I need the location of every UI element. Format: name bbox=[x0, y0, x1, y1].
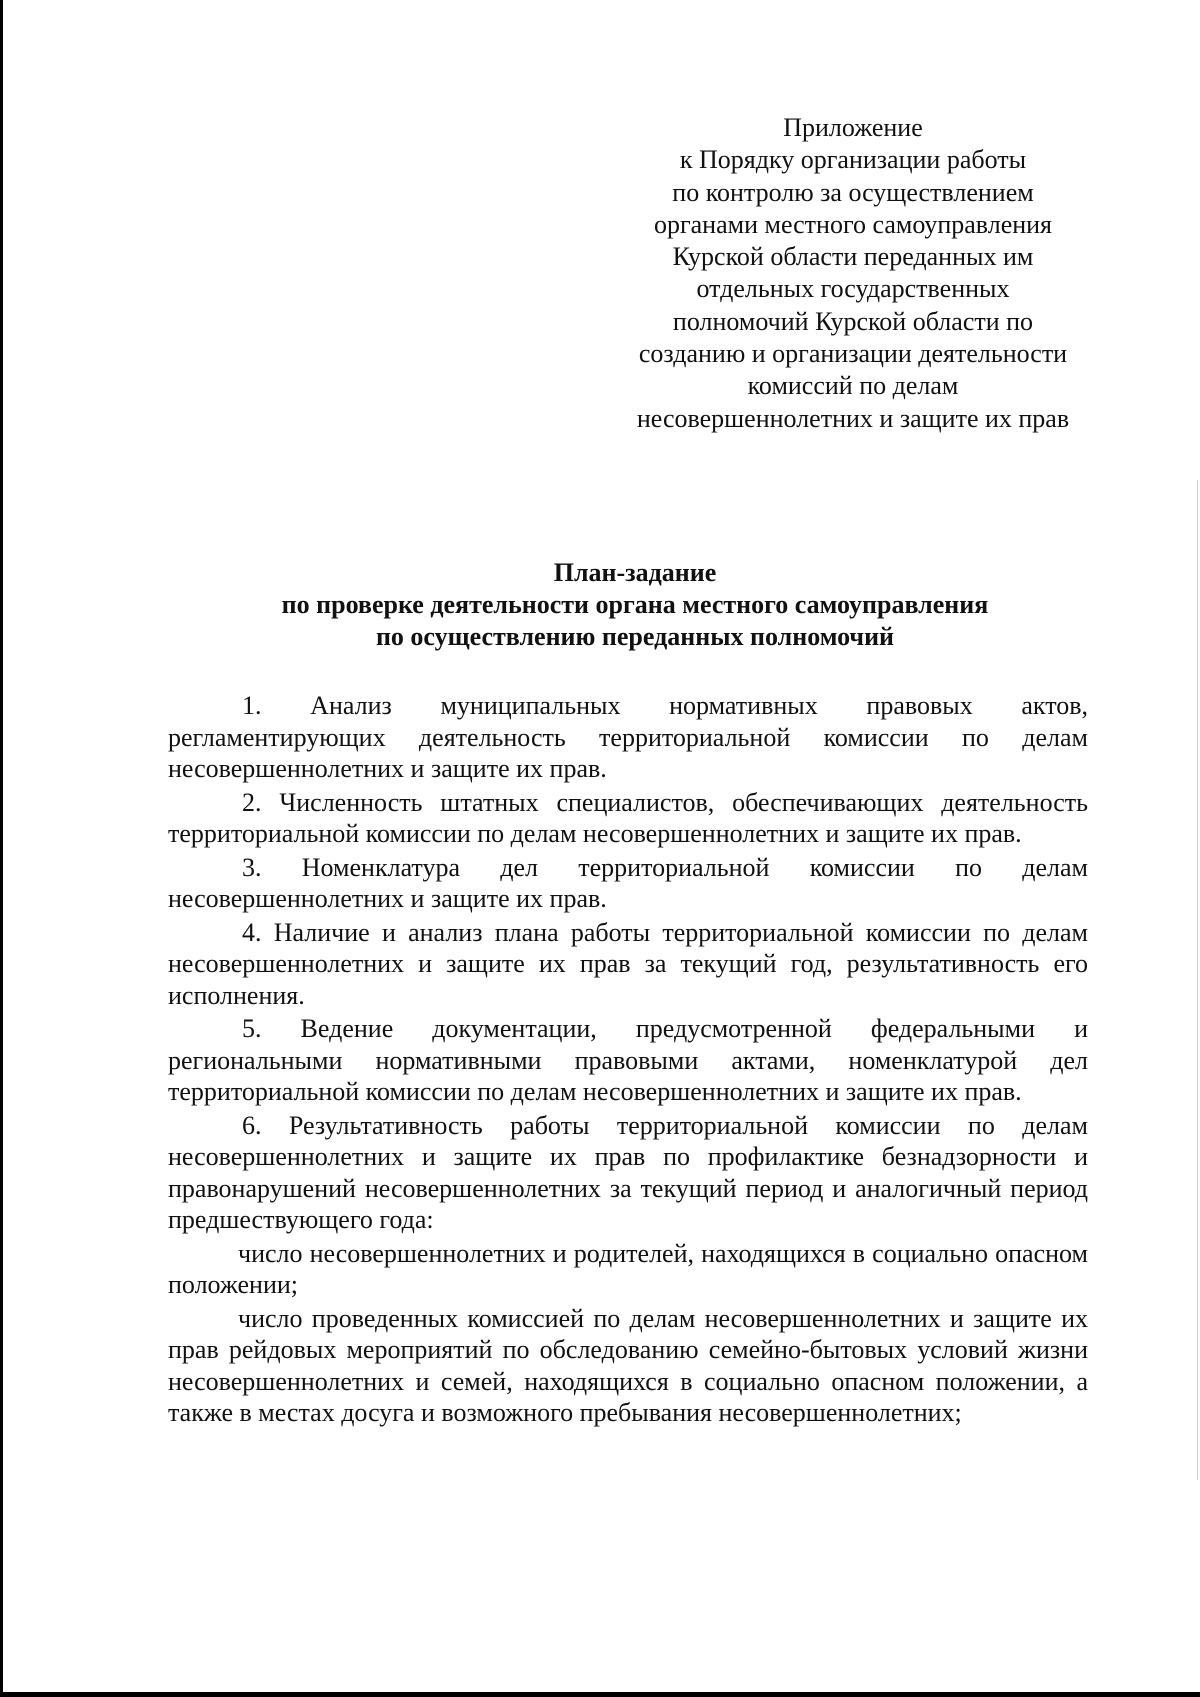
paragraph-item-6: 6. Результативность работы территориальной комиссии по делам несовершеннолетних и защите их прав по профилактике безнадзорности и правонарушений несовершеннолетних за текущий период и аналогичный период предшествующего года: bbox=[168, 1110, 1088, 1234]
appendix-line: полномочий Курской области по bbox=[672, 306, 1034, 336]
scan-edge-bottom bbox=[0, 1692, 1200, 1697]
title-line: по проверке деятельности органа местного самоуправления bbox=[281, 590, 989, 619]
appendix-line: Курской области переданных им bbox=[672, 242, 1034, 272]
title-line: по осуществлению переданных полномочий bbox=[375, 622, 895, 651]
scan-edge-right bbox=[1197, 480, 1198, 1480]
paragraph-item-4: 4. Наличие и анализ плана работы территориальной комиссии по делам несовершеннолетних и защите их прав за текущий год, результативность его исполнения. bbox=[168, 917, 1088, 1010]
document-title bbox=[160, 557, 1110, 653]
paragraph-item-2: 2. Численность штатных специалистов, обеспечивающих деятельность территориальной комиссии по делам несовершеннолетних и защите их прав. bbox=[168, 787, 1088, 848]
paragraph-item-5: 5. Ведение документации, предусмотренной федеральными и региональными нормативными правовыми актами, номенклатурой дел территориальной комиссии по делам несовершеннолетних и защите их прав. bbox=[168, 1014, 1088, 1106]
appendix-line: к Порядку организации работы bbox=[679, 145, 1027, 175]
appendix-line: комиссий по делам bbox=[747, 371, 959, 401]
appendix-line: Приложение bbox=[783, 113, 923, 142]
document-body bbox=[168, 690, 1088, 1431]
scan-edge-left bbox=[0, 0, 3, 1697]
paragraph-subitem: число проведенных комиссией по делам несовершеннолетних и защите их прав рейдовых мероприятий по обследованию семейно-бытовых условий жизни несовершеннолетних и семей, находящихся в социально опасном положении, а также в местах досуга и возможного пребывания несовершеннолетних; bbox=[168, 1303, 1088, 1427]
appendix-line: по контролю за осуществлением bbox=[672, 177, 1034, 207]
paragraph-item-3: 3. Номенклатура дел территориальной комиссии по делам несовершеннолетних и защите их прав. bbox=[168, 852, 1088, 913]
appendix-line: отдельных государственных bbox=[696, 274, 1010, 304]
appendix-line: органами местного самоуправления bbox=[653, 209, 1053, 239]
appendix-header bbox=[598, 112, 1108, 435]
title-line: План-задание bbox=[553, 558, 717, 587]
appendix-line: несовершеннолетних и защите их прав bbox=[636, 403, 1070, 433]
paragraph-subitem: число несовершеннолетних и родителей, находящихся в социально опасном положении; bbox=[168, 1238, 1088, 1299]
appendix-line: созданию и организации деятельности bbox=[638, 339, 1068, 369]
paragraph-item-1: 1. Анализ муниципальных нормативных правовых актов, регламентирующих деятельность территориальной комиссии по делам несовершеннолетних и защите их прав. bbox=[168, 691, 1088, 783]
